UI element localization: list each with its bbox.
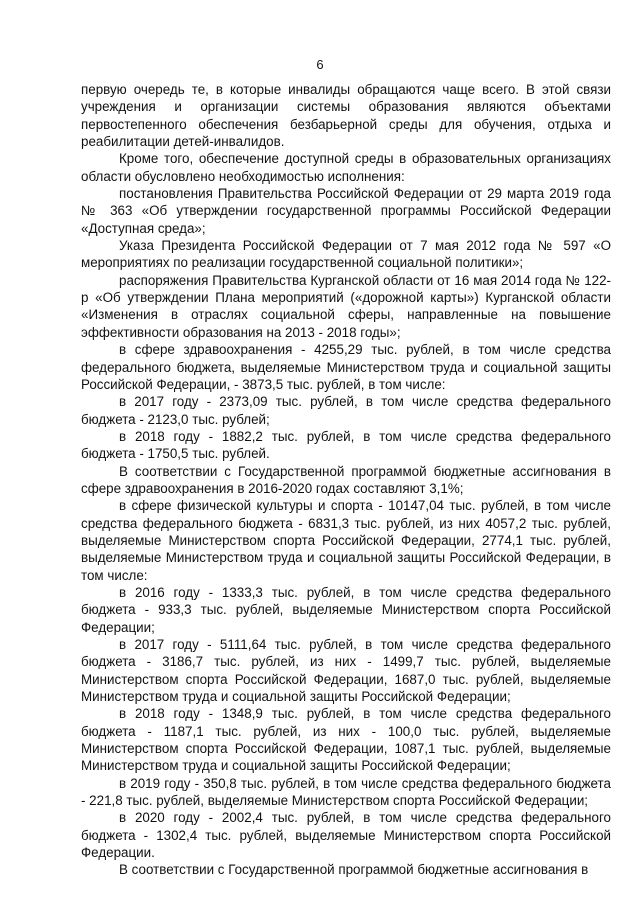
paragraph: Указа Президента Российской Федерации от 7 мая 2012 года № 597 «О мероприятиях по реализации государственной социальной политики»; — [81, 238, 611, 271]
paragraph: в сфере физической культуры и спорта - 10147,04 тыс. рублей, в том числе средства федерального бюджета - 6831,3 тыс. рублей, из них 4057,2 тыс. рублей, выделяемые Министерством спорта Российской Федерации, 2774,1 тыс. рублей, выделяемые Министерством труда и социальной защиты Российской Федерации, в том числе: — [81, 498, 611, 583]
paragraph: первую очередь те, в которые инвалиды обращаются чаще всего. В этой связи учреждения и организации системы образования являются объектами первостепенного обеспечения безбарьерной среды для обучения, отдыха и реабилитации детей-инвалидов. — [81, 82, 611, 150]
paragraph: в 2019 году - 350,8 тыс. рублей, в том числе средства федерального бюджета - 221,8 тыс. рублей, выделяемые Министерством спорта Российской Федерации; — [81, 775, 611, 809]
paragraph: распоряжения Правительства Курганской области от 16 мая 2014 года № 122-р «Об утверждении Плана мероприятий («дорожной карты») Курганской области «Изменения в отраслях социальной сферы, направленные на повышение эффективности образования на 2013 - 2018 годы»; — [81, 272, 611, 340]
paragraph: постановления Правительства Российской Федерации от 29 марта 2019 года № 363 «Об утверждении государственной программы Российской Федерации «Доступная среда»; — [81, 186, 611, 236]
paragraph: Кроме того, обеспечение доступной среды в образовательных организациях области обусловлено необходимостью исполнения: — [81, 151, 611, 184]
paragraph: в 2020 году - 2002,4 тыс. рублей, в том числе средства федерального бюджета - 1302,4 тыс. рублей, выделяемые Министерством спорта Российской Федерации. — [81, 810, 611, 861]
paragraph: в 2018 году - 1348,9 тыс. рублей, в том числе средства федерального бюджета - 1187,1 тыс. рублей, из них - 100,0 тыс. рублей, выделяемые Министерством спорта Российской Федерации, 1087,1 тыс. рублей, выделяемые Министерством труда и социальной защиты Российской Федерации; — [81, 706, 611, 774]
paragraph: в сфере здравоохранения - 4255,29 тыс. рублей, в том числе средства федерального бюджета, выделяемые Министерством труда и социальной защиты Российской Федерации, - 3873,5 тыс. рублей, в том числе: — [81, 342, 611, 392]
paragraph: в 2017 году - 2373,09 тыс. рублей, в том числе средства федерального бюджета - 2123,0 тыс. рублей; — [81, 394, 611, 427]
paragraph: в 2016 году - 1333,3 тыс. рублей, в том числе средства федерального бюджета - 933,3 тыс. рублей, выделяемые Министерством спорта Российской Федерации; — [81, 584, 611, 635]
document-body — [81, 81, 611, 879]
page-number: 6 — [316, 57, 324, 72]
paragraph: В соответствии с Государственной программой бюджетные ассигнования в — [119, 862, 589, 878]
paragraph: в 2017 году - 5111,64 тыс. рублей, в том числе средства федерального бюджета - 3186,7 тыс. рублей, из них - 1499,7 тыс. рублей, выделяемые Министерством спорта Российской Федерации, 1687,0 тыс. рублей, выделяемые Министерством труда и социальной защиты Российской Федерации; — [81, 637, 611, 705]
paragraph: В соответствии с Государственной программой бюджетные ассигнования в сфере здравоохранения в 2016-2020 годах составляют 3,1%; — [81, 463, 611, 496]
paragraph: в 2018 году - 1882,2 тыс. рублей, в том числе средства федерального бюджета - 1750,5 тыс. рублей. — [81, 428, 611, 462]
